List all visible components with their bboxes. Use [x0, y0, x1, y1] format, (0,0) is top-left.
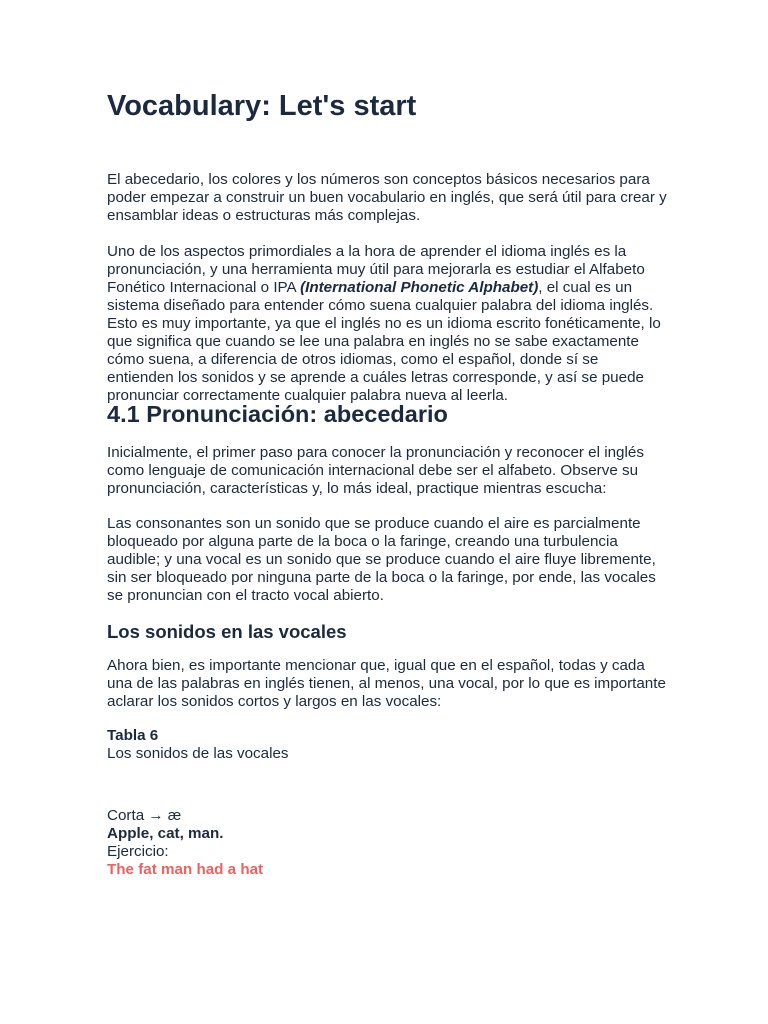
table-label: Tabla 6: [107, 727, 159, 744]
page-title: Vocabulary: Let's start: [107, 90, 417, 122]
vowel-example-block: [107, 807, 263, 879]
section-paragraph-1: Inicialmente, el primer paso para conocer la pronunciación y reconocer el inglés como lenguaje de comunicación internacional debe ser el alfabeto. Observe su pronunciación, características y, lo más ideal, practique mientras escucha:: [107, 444, 644, 497]
section-paragraph-2: Las consonantes son un sonido que se produce cuando el aire es parcialmente bloqueado por alguna parte de la boca o la faringe, creando una turbulencia audible; y una vocal es un sonido que se produce cuando el aire fluye libremente, sin ser bloqueado por ninguna parte de la boca o la faringe, por ende, las vocales se pronuncian con el tracto vocal abierto.: [107, 515, 656, 604]
ipa-emphasis: (International Phonetic Alphabet): [300, 279, 539, 296]
intro-paragraph-1: El abecedario, los colores y los números son conceptos básicos necesarios para poder empezar a construir un buen vocabulario en inglés, que será útil para crear y ensamblar ideas o estructuras más complejas.: [107, 171, 667, 224]
subsection-paragraph: Ahora bien, es importante mencionar que, igual que en el español, todas y cada una de las palabras en inglés tienen, al menos, una vocal, por lo que es importante aclarar los sonidos cortos y largos en las vocales:: [107, 657, 666, 710]
intro-paragraph-2-end: , el cual es un sistema diseñado para entender cómo suena cualquier palabra del idioma inglés. Esto es muy importante, ya que el inglés no es un idioma escrito fonéticamente, lo que significa que cuando se lee una palabra en inglés no se sabe exactamente cómo suena, a diferencia de otros idiomas, como el español, donde sí se entienden los sonidos y se aprende a cuáles letras corresponde, y así se puede pronunciar correctamente cualquier palabra nueva al leerla.: [107, 279, 661, 404]
table-caption: Los sonidos de las vocales: [107, 745, 289, 762]
intro-paragraph-2: [107, 243, 667, 405]
example-words: Apple, cat, man.: [107, 825, 224, 842]
subsection-heading: Los sonidos en las vocales: [107, 621, 347, 642]
exercise-label: Ejercicio:: [107, 843, 169, 860]
section-heading: 4.1 Pronunciación: abecedario: [107, 401, 448, 427]
intro-paragraph-2-start: Uno de los aspectos primordiales a la hora de aprender el idioma inglés es la pronunciación, y una herramienta muy útil para mejorarla es estudiar el Alfabeto Fonético Internacional o IPA: [107, 243, 645, 296]
vowel-sound: Corta → æ: [107, 807, 182, 824]
exercise-sentence: The fat man had a hat: [107, 861, 264, 878]
